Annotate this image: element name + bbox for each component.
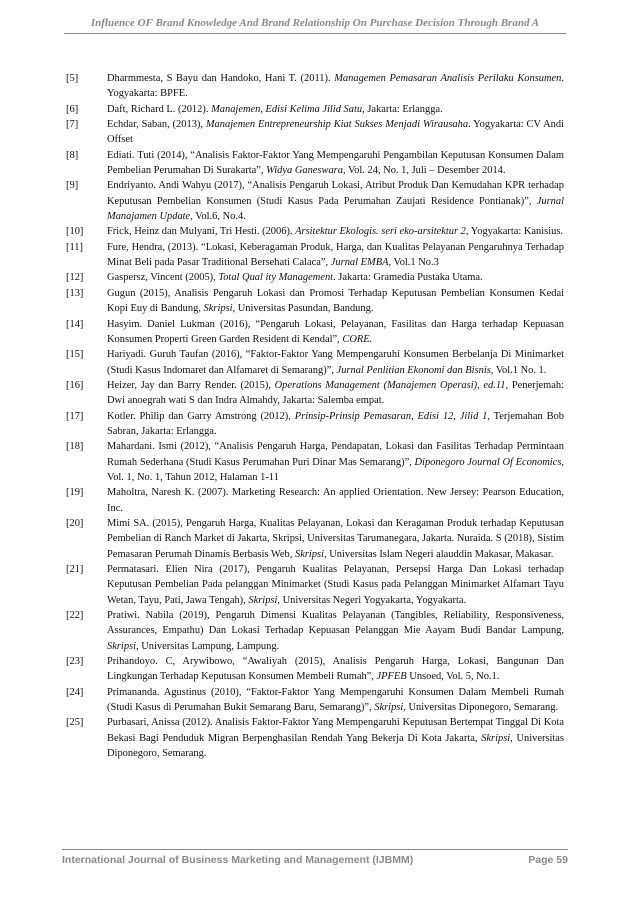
reference-segment: , Jakarta: Erlangga.: [362, 103, 443, 115]
reference-number: [6]: [66, 103, 79, 115]
reference-number: [20]: [66, 517, 84, 529]
reference-text: [107, 516, 564, 562]
reference-segment: Mimi SA. (2015), Pengaruh Harga, Kualitas Pelayanan, Lokasi dan Keragaman Produk terhadap Keputusan Pembelian di Ranch Market di Jakarta, Skripsi, Universitas Tarumanegara, Jakarta. Nuraida. S (2018), Sistim Pemasaran Perumah Dinamis Berbasis Web,: [107, 517, 564, 560]
reference-segment: Permatasari. Elien Nira (2017), Pengaruh Kualitas Pelayanan, Persepsi Harga Dan Lokasi terhadap Keputusan Pembelian Pada pelanggan Minimarket (Studi Kasus pada Pelanggan Minimarket Alfamart Tayu Wetan, Tayu, Pati, Jawa Tengah),: [107, 564, 564, 606]
reference-number: [19]: [66, 487, 84, 499]
reference-italic-segment: Manajemen Entrepreneurship Kiat Sukses Menjadi Wirausaha: [205, 119, 469, 131]
reference-segment: Universitas Lampung, Lampung.: [138, 640, 280, 652]
reference-item: [66, 378, 564, 409]
reference-item: [66, 240, 564, 271]
reference-text: [107, 439, 564, 485]
reference-segment: Mahardani. Ismi (2012), “Analisis Pengaruh Harga, Pendapatan, Lokasi dan Fasilitas Terhadap Permintaan Rumah Sederhana (Studi Kasus Perumahan Puri Dinar Mas Semarang)”,: [107, 441, 564, 468]
reference-segment: Daft, Richard L. (2012).: [107, 103, 212, 115]
reference-segment: , Yogyakarta: Kanisius.: [465, 226, 564, 238]
reference-text: [107, 102, 564, 117]
reference-segment: , Vol. 24, No. 1, Juli – Desember 2014.: [342, 165, 506, 177]
reference-text: [107, 562, 564, 608]
reference-segment: Fure, Hendra, (2013). “Lokasi, Keberagaman Produk, Harga, dan Kualitas Pelayanan Pengaruhnya Terhadap Minat Beli pada Pasar Traditional Bersehati Calaca”,: [107, 241, 564, 269]
reference-text: [107, 317, 564, 348]
reference-segment: Unsoed, Vol. 5, No.1.: [406, 671, 500, 683]
reference-text: [107, 117, 564, 148]
reference-segment: , Universitas Negeri Yogyakarta, Yogyakarta.: [277, 594, 467, 606]
reference-number: [23]: [66, 656, 84, 668]
reference-segment: Dharmmesta, S Bayu dan Handoko, Hani T. (2011).: [107, 73, 335, 84]
reference-text: [107, 654, 564, 685]
reference-item: [66, 608, 564, 654]
reference-number: [16]: [66, 379, 84, 391]
reference-number: [15]: [66, 349, 84, 361]
reference-text: [107, 240, 564, 271]
reference-segment: , Universitas Pasundan, Bandung.: [232, 303, 374, 315]
reference-number: [10]: [66, 226, 84, 238]
reference-segment: . Jakarta: Gramedia Pustaka Utama.: [333, 272, 483, 284]
reference-italic-segment: Prinsip-Prinsip Pemasaran, Edisi 12, Jilid 1: [294, 410, 488, 422]
reference-italic-segment: Widya Ganeswara: [266, 165, 343, 177]
reference-item: [66, 439, 564, 485]
reference-item: [66, 347, 564, 378]
reference-segment: Purbasari, Anissa (2012). Analisis Faktor-Faktor Yang Mempengaruhi Keputusan Bertempat Tinggal Di Kota Bekasi Bagi Penduduk Migran Berpenghasilan Rendah Yang Bekerja Di Kota Jakarta,: [107, 717, 564, 744]
reference-italic-segment: Arsitektur Ekologis. seri eko-arsitektur 2: [295, 226, 466, 238]
reference-italic-segment: Skripsi: [203, 303, 233, 315]
reference-item: [66, 270, 564, 285]
running-title: Influence OF Brand Knowledge And Brand Relationship On Purchase Decision Through Brand A: [90, 17, 540, 29]
reference-number: [12]: [66, 272, 84, 284]
reference-text: [107, 409, 564, 440]
reference-segment: Pratiwi. Nabila (2019), Pengaruh Dimensi Kualitas Pelayanan (Tangibles, Reliability, Responsiveness, Assurances, Empathu) Dan Lokasi Terhadap Kepuasan Pelanggan Mie Aayam Budi Bandar Lampung,: [107, 610, 564, 637]
reference-segment: , Terjemahan Bob Sabran, Jakarta: Erlangga.: [107, 410, 564, 437]
reference-segment: , Penerjemah: Dwi anoegrah wati S dan Indra Almahdy, Jakarta: Salemba empat.: [107, 379, 565, 407]
reference-segment: Maholtra, Naresh K. (2007). Marketing Research: An applied Orientation. New Jersey: Pearson Education, Inc.: [107, 487, 564, 514]
reference-text: [107, 71, 564, 102]
reference-segment: Prihandoyo. C, Arywibowo, “Awaliyah (2015), Analisis Pengaruh Harga, Lokasi, Bangunan Dan Lingkungan Terhadap Keputusan Konsumen Membeli Rumah”,: [107, 656, 564, 683]
page-footer: [62, 849, 568, 866]
reference-italic-segment: Jurnal EMBA,: [330, 257, 392, 269]
reference-number: [24]: [66, 686, 84, 698]
reference-item: [66, 562, 564, 608]
page-number: Page 59: [528, 854, 568, 866]
reference-italic-segment: Manajemen, Edisi Kelima Jilid Satu: [211, 103, 363, 115]
reference-segment: Ediati. Tuti (2014), “Analisis Faktor-Faktor Yang Mempengaruhi Pengambilan Keputusan Konsumen Dalam Pembelian Perumahan Di Surakarta”,: [107, 149, 564, 177]
reference-text: [107, 685, 564, 716]
reference-italic-segment: Jurnal Penlitian Ekonomi dan Bisnis: [336, 364, 491, 376]
reference-item: [66, 715, 564, 761]
reference-number: [7]: [66, 119, 79, 131]
reference-segment: Gugun (2015), Analisis Pengaruh Lokasi dan Promosi Terhadap Keputusan Pembelian Konsumen Kedai Kopi Euy di Bandung,: [107, 287, 564, 315]
reference-item: [66, 117, 564, 148]
reference-segment: Hasyim. Daniel Lukman (2016), “Pengaruh Lokasi, Pelayanan, Fasilitas dan Harga terhadap Kepuasan Konsumen Properti Green Garden Resident di Kendal”,: [107, 318, 564, 345]
reference-text: [107, 485, 564, 516]
reference-number: [14]: [66, 318, 84, 330]
reference-item: [66, 71, 564, 102]
reference-number: [9]: [66, 180, 79, 192]
reference-number: [13]: [66, 287, 84, 299]
reference-italic-segment: Skripsi: [248, 594, 278, 606]
reference-italic-segment: Skripsi,: [481, 732, 513, 744]
reference-italic-segment: Skripsi,: [374, 702, 406, 714]
journal-name: International Journal of Business Marketing and Management (IJBMM): [62, 854, 414, 866]
reference-number: [8]: [66, 149, 79, 161]
reference-segment: Primananda. Agustinus (2010), “Faktor-Faktor Yang Mempengaruhi Konsumen Dalam Membeli Rumah (Studi Kasus di Perumahan Bukit Semarang Baru, Semarang)”,: [107, 686, 564, 714]
reference-number: [17]: [66, 410, 84, 422]
reference-text: [107, 148, 564, 179]
reference-text: [107, 178, 564, 224]
reference-item: [66, 409, 564, 440]
reference-item: [66, 485, 564, 516]
reference-item: [66, 654, 564, 685]
reference-segment: Universitas Diponegoro, Semarang.: [405, 702, 559, 714]
reference-italic-segment: Jurnal Manajamen Update: [107, 195, 564, 223]
reference-text: [107, 378, 564, 409]
reference-text: [107, 715, 564, 761]
reference-text: [107, 270, 564, 285]
reference-number: [5]: [66, 73, 79, 84]
reference-text: [107, 347, 564, 378]
reference-segment: Heizer, Jay dan Barry Render. (2015),: [107, 379, 275, 391]
reference-italic-segment: Skripsi,: [294, 548, 327, 560]
reference-number: [11]: [66, 241, 84, 253]
reference-segment: Universitas Islam Negeri alauddin Makasar, Makasar.: [326, 548, 554, 560]
reference-segment: , Vol.6, No.4.: [190, 211, 246, 223]
reference-segment: . Yogyakarta: BPFE.: [107, 73, 565, 100]
reference-italic-segment: JPFEB: [376, 671, 407, 683]
reference-segment: Vol. 1, No. 1, Tahun 2012, Halaman 1-11: [107, 471, 279, 483]
reference-item: [66, 317, 564, 348]
reference-segment: Kotler. Philip dan Garry Amstrong (2012),: [107, 410, 295, 422]
reference-item: [66, 102, 564, 117]
reference-number: [25]: [66, 717, 84, 729]
reference-list: [66, 71, 564, 761]
reference-italic-segment: Operations Management (Manajemen Operasi), ed.11: [274, 379, 506, 391]
reference-text: [107, 286, 564, 317]
reference-text: [107, 608, 564, 654]
reference-item: [66, 224, 564, 239]
reference-italic-segment: Diponegoro Journal Of Economics,: [414, 456, 564, 468]
reference-segment: Vol.1 No.3: [391, 257, 439, 269]
reference-italic-segment: Total Qual ity Management: [218, 272, 334, 284]
reference-number: [21]: [66, 564, 84, 575]
reference-number: [18]: [66, 441, 84, 453]
reference-segment: . Yogyakarta: CV Andi Offset: [107, 119, 564, 146]
reference-item: [66, 685, 564, 716]
reference-item: [66, 516, 564, 562]
reference-segment: Universitas Diponegoro, Semarang.: [107, 732, 564, 760]
reference-italic-segment: Skripsi,: [107, 640, 139, 652]
running-header: [64, 17, 566, 34]
reference-item: [66, 286, 564, 317]
reference-text: [107, 224, 564, 239]
reference-segment: Gaspersz, Vincent (2005),: [107, 272, 219, 284]
reference-segment: Hariyadi. Guruh Taufan (2016), “Faktor-Faktor Yang Mempengaruhi Konsumen Berbelanja Di Minimarket (Studi Kasus Indomaret dan Alfamaret di Semarang)”,: [107, 349, 564, 376]
reference-item: [66, 148, 564, 179]
reference-segment: , Vol.1 No. 1.: [490, 364, 547, 376]
reference-segment: Endriyanto. Andi Wahyu (2017), “Analisis Pengaruh Lokasi, Atribut Produk Dan Kemudahan KPR terhadap Keputusan Pembelian Konsumen (Studi Kasus Pada Perumahan Zaujati Residence Pontianak)”,: [107, 180, 564, 207]
reference-item: [66, 178, 564, 224]
reference-italic-segment: Managemen Pemasaran Analisis Perilaku Konsumen: [334, 73, 562, 84]
reference-segment: Frick, Heinz dan Mulyani, Tri Hesti. (2006).: [107, 226, 296, 238]
reference-italic-segment: CORE.: [342, 333, 373, 345]
reference-number: [22]: [66, 610, 84, 622]
reference-segment: Echdar, Saban, (2013),: [107, 119, 206, 131]
